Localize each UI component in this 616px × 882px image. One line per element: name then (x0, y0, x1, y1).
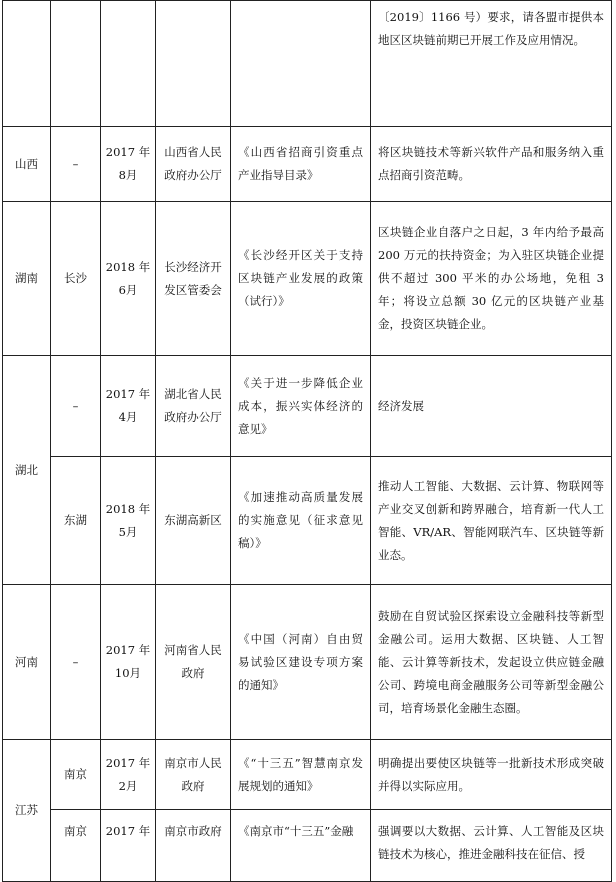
cell-dept: 南京市人民政府 (156, 740, 231, 810)
cell-content: 鼓励在自贸试验区探索设立金融科技等新型金融公司。运用大数据、区块链、人工智能、云计算等新技术，发起设立供应链金融公司、跨境电商金融服务公司等新型金融公司，培育场景化金融生态圈。 (371, 585, 612, 740)
cell-content: 将区块链技术等新兴软件产品和服务纳入重点招商引资范畴。 (371, 127, 612, 202)
cell-date: 2017 年 8月 (101, 127, 156, 202)
cell-dept (156, 1, 231, 127)
cell-date: 2017 年 2月 (101, 740, 156, 810)
table-row (3, 1, 612, 127)
cell-city: 东湖 (51, 457, 101, 585)
cell-date (101, 1, 156, 127)
cell-content: 区块链企业自落户之日起，3 年内给予最高 200 万元的扶持资金；为入驻区块链企业提供不超过 300 平米的办公场地，免租 3 年；将设立总额 30 亿元的区块链产业基金，投资区块链企业。 (371, 202, 612, 356)
cell-policy: 《加速推动高质量发展的实施意见（征求意见稿）》 (231, 457, 371, 585)
cell-city: – (51, 356, 101, 457)
table-row (3, 585, 612, 740)
cell-date: 2017 年 10月 (101, 585, 156, 740)
cell-dept: 河南省人民政府 (156, 585, 231, 740)
table-row (3, 740, 612, 810)
cell-dept: 湖北省人民政府办公厅 (156, 356, 231, 457)
table-row (3, 356, 612, 457)
cell-dept: 南京市政府 (156, 810, 231, 882)
cell-policy: 《关于进一步降低企业成本，振兴实体经济的意见》 (231, 356, 371, 457)
cell-province: 河南 (3, 585, 51, 740)
cell-province: 湖北 (3, 356, 51, 585)
cell-policy: 《南京市“十三五”金融 (231, 810, 371, 882)
policy-table (2, 0, 612, 882)
cell-dept: 山西省人民政府办公厅 (156, 127, 231, 202)
cell-date: 2018 年 6月 (101, 202, 156, 356)
cell-policy: 《山西省招商引资重点产业指导目录》 (231, 127, 371, 202)
cell-province: 江苏 (3, 740, 51, 882)
cell-policy (231, 1, 371, 127)
cell-policy: 《“十三五”智慧南京发展规划的通知》 (231, 740, 371, 810)
cell-city: – (51, 127, 101, 202)
cell-content: 明确提出要使区块链等一批新技术形成突破并得以实际应用。 (371, 740, 612, 810)
cell-content: 〔2019〕1166 号）要求，请各盟市提供本地区区块链前期已开展工作及应用情况。 (371, 1, 612, 127)
cell-city: 南京 (51, 740, 101, 810)
cell-content: 推动人工智能、大数据、云计算、物联网等产业交叉创新和跨界融合，培育新一代人工智能、VR/AR、智能网联汽车、区块链等新业态。 (371, 457, 612, 585)
cell-province: 湖南 (3, 202, 51, 356)
cell-policy: 《长沙经开区关于支持区块链产业发展的政策（试行）》 (231, 202, 371, 356)
cell-dept: 长沙经济开发区管委会 (156, 202, 231, 356)
cell-date: 2018 年 5月 (101, 457, 156, 585)
cell-date: 2017 年 4月 (101, 356, 156, 457)
cell-province (3, 1, 51, 127)
cell-city: – (51, 585, 101, 740)
cell-content: 强调要以大数据、云计算、人工智能及区块链技术为核心，推进金融科技在征信、授 (371, 810, 612, 882)
cell-city: 南京 (51, 810, 101, 882)
table-row (3, 127, 612, 202)
cell-content: 经济发展 (371, 356, 612, 457)
table-row (3, 457, 612, 585)
cell-dept: 东湖高新区 (156, 457, 231, 585)
table-row (3, 810, 612, 882)
cell-city: 长沙 (51, 202, 101, 356)
cell-province: 山西 (3, 127, 51, 202)
table-row (3, 202, 612, 356)
cell-city (51, 1, 101, 127)
cell-policy: 《中国（河南）自由贸易试验区建设专项方案的通知》 (231, 585, 371, 740)
cell-date: 2017 年 (101, 810, 156, 882)
